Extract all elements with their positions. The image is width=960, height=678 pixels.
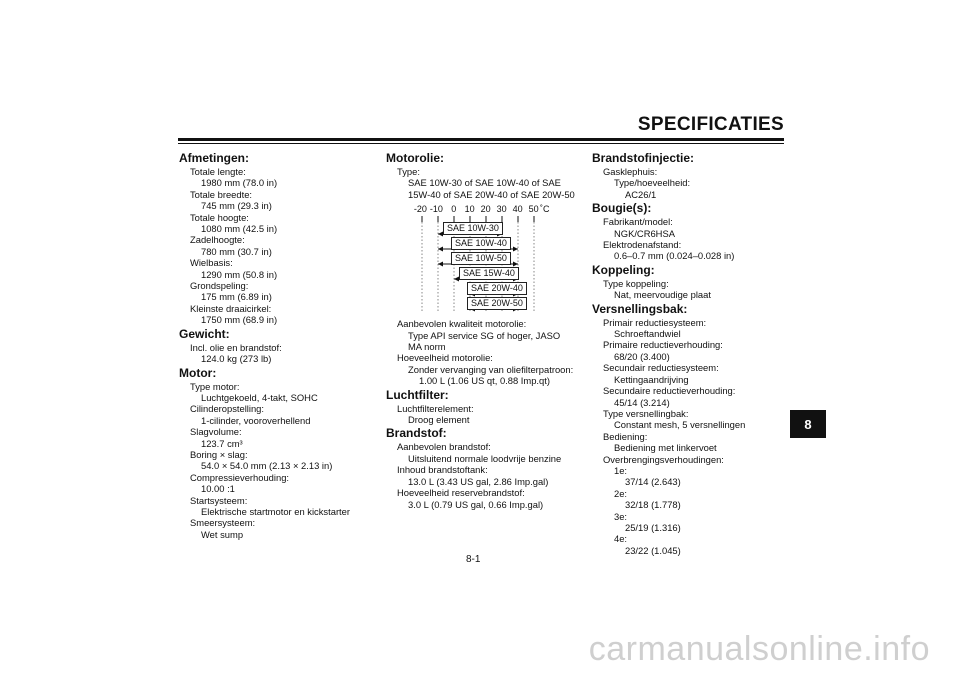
spec-item: [179, 472, 369, 495]
spec-value: Droog element: [408, 414, 470, 426]
spec-label: Wielbasis:: [190, 257, 233, 269]
spec-label: Aanbevolen kwaliteit motorolie:: [397, 318, 527, 330]
temp-tick-label: 20: [480, 204, 491, 215]
gear-item: [592, 533, 792, 556]
spec-item: [179, 342, 369, 365]
spec-item: [592, 408, 792, 431]
gear-item: [592, 488, 792, 511]
spec-item: [592, 317, 792, 340]
gear-value: 25/19 (1.316): [625, 521, 681, 533]
spec-value: 1-cilinder, vooroverhellend: [201, 414, 311, 426]
oil-grade-label: SAE 20W-40: [467, 282, 527, 295]
section-heading-versnellingsbak: Versnellingsbak:: [592, 301, 688, 316]
spec-item: [179, 403, 369, 426]
spec-label: Zadelhoogte:: [190, 234, 245, 246]
watermark-text: carmanualsonline.info: [588, 630, 930, 668]
section-heading-brandstof: Brandstof:: [386, 426, 447, 441]
spec-value: Type API service SG of hoger, JASO MA norm: [408, 329, 561, 353]
spec-value: 1980 mm (78.0 in): [201, 177, 278, 189]
spec-value: SAE 10W-30 of SAE 10W-40 of SAE 15W-40 of SAE 20W-40 of SAE 20W-50: [408, 177, 575, 200]
temp-tick-label: 10: [464, 204, 475, 215]
temp-unit-label: ˚C: [540, 204, 550, 215]
spec-value: Constant mesh, 5 versnellingen: [614, 419, 746, 431]
spec-item: [179, 212, 369, 235]
spec-label: Startsysteem:: [190, 494, 248, 506]
spec-value: 0.6–0.7 mm (0.024–0.028 in): [614, 250, 735, 262]
spec-value: 745 mm (29.3 in): [201, 200, 272, 212]
spec-item: [179, 517, 369, 540]
header-rule-thick: [178, 138, 784, 141]
spec-label: Grondspeling:: [190, 280, 249, 292]
spec-label: Secundaire reductieverhouding:: [603, 385, 736, 397]
column-3: [592, 150, 792, 556]
spec-label: Aanbevolen brandstof:: [397, 441, 491, 453]
grade-range-arrow: [513, 262, 518, 267]
spec-label: Totale breedte:: [190, 188, 253, 200]
spec-label: Kleinste draaicirkel:: [190, 302, 272, 314]
section-heading-gewicht: Gewicht:: [179, 326, 230, 341]
spec-value: 45/14 (3.214): [614, 396, 670, 408]
oil-grade-label: SAE 10W-50: [451, 252, 511, 265]
spec-value: 175 mm (6.89 in): [201, 291, 272, 303]
spec-label: Inhoud brandstoftank:: [397, 464, 488, 476]
spec-value: 780 mm (30.7 in): [201, 245, 272, 257]
spec-label: Cilinderopstelling:: [190, 403, 264, 415]
spec-item: [592, 216, 792, 239]
temp-tick-label: 30: [496, 204, 507, 215]
spec-item: [592, 362, 792, 385]
spec-item: [592, 339, 792, 362]
spec-item: [179, 189, 369, 212]
page-title: SPECIFICATIES: [637, 114, 784, 135]
spec-value: 10.00 :1: [201, 483, 235, 495]
section-heading-brandstofinjectie: Brandstofinjectie:: [592, 151, 695, 165]
spec-label: Primair reductiesysteem:: [603, 316, 707, 328]
page-number: 8-1: [466, 554, 481, 565]
temp-tick-label: 0: [451, 204, 457, 215]
spec-value: AC26/1: [625, 188, 657, 200]
spec-item: [179, 257, 369, 280]
spec-item: [592, 239, 792, 262]
gear-label: 1e:: [614, 464, 628, 476]
spec-label: Totale lengte:: [190, 166, 246, 177]
gear-value: 23/22 (1.045): [625, 544, 681, 556]
spec-value: 1290 mm (50.8 in): [201, 268, 278, 280]
grade-range-arrow: [438, 262, 443, 267]
spec-value: Luchtgekoeld, 4-takt, SOHC: [201, 391, 318, 403]
oil-grade-label: SAE 20W-50: [467, 297, 527, 310]
header-rule-thin: [178, 143, 784, 144]
spec-value: 124.0 kg (273 lb): [201, 353, 272, 365]
spec-item: [179, 234, 369, 257]
spec-label: Type:: [397, 166, 420, 177]
spec-label: Gasklephuis:: [603, 166, 658, 177]
spec-label: Overbrengingsverhoudingen:: [603, 453, 724, 465]
spec-item: [179, 495, 369, 518]
spec-label: Luchtfilterelement:: [397, 402, 474, 414]
temp-tick-label: 40: [512, 204, 523, 215]
spec-label: Slagvolume:: [190, 426, 242, 438]
spec-value: 1.00 L (1.06 US qt, 0.88 Imp.qt): [419, 375, 550, 387]
gear-value: 37/14 (2.643): [625, 476, 681, 488]
section-heading-luchtfilter: Luchtfilter:: [386, 387, 449, 402]
spec-item: [592, 385, 792, 408]
spec-value: Elektrische startmotor en kickstarter: [201, 505, 351, 517]
spec-value: Schroeftandwiel: [614, 328, 681, 340]
spec-label: Boring × slag:: [190, 448, 248, 460]
spec-item: [179, 166, 369, 189]
column-2: [386, 150, 586, 510]
temp-tick-label: -20: [413, 204, 427, 215]
spec-value: 54.0 × 54.0 mm (2.13 × 2.13 in): [201, 460, 333, 472]
spec-item: [179, 426, 369, 449]
spec-label: Bediening:: [603, 430, 648, 442]
spec-label: Totale hoogte:: [190, 211, 249, 223]
spec-label: Smeersysteem:: [190, 517, 256, 529]
spec-label: Type koppeling:: [603, 277, 669, 289]
spec-item: [179, 280, 369, 303]
spec-value: 1750 mm (68.9 in): [201, 314, 278, 326]
chapter-tab: 8: [790, 410, 826, 438]
spec-label: Incl. olie en brandstof:: [190, 341, 282, 353]
column-1: [179, 150, 369, 540]
spec-item: [592, 431, 792, 454]
spec-item: [592, 278, 792, 301]
spec-sublabel: Type/hoeveelheid:: [614, 177, 691, 189]
spec-value: NGK/CR6HSA: [614, 227, 675, 239]
spec-label: Secundair reductiesysteem:: [603, 362, 719, 374]
spec-label: Elektrodenafstand:: [603, 239, 682, 251]
oil-temperature-diagram: [386, 204, 586, 316]
gear-label: 4e:: [614, 533, 628, 545]
spec-sublabel: Zonder vervanging van oliefilterpatroon:: [408, 363, 574, 375]
gear-value: 32/18 (1.778): [625, 499, 681, 511]
oil-grade-label: SAE 10W-40: [451, 237, 511, 250]
spec-item: [386, 441, 586, 464]
spec-label: Fabrikant/model:: [603, 216, 673, 228]
spec-item: [179, 381, 369, 404]
spec-value: Uitsluitend normale loodvrije benzine: [408, 452, 562, 464]
grade-range-arrow: [438, 247, 443, 252]
spec-label: Compressieverhouding:: [190, 471, 290, 483]
spec-value: Nat, meervoudige plaat: [614, 289, 711, 301]
spec-value: 1080 mm (42.5 in): [201, 223, 278, 235]
spec-label: Hoeveelheid motorolie:: [397, 352, 493, 364]
spec-item: [179, 303, 369, 326]
spec-item: [179, 449, 369, 472]
oil-grade-label: SAE 15W-40: [459, 267, 519, 280]
spec-value: Wet sump: [201, 528, 244, 540]
spec-value: 123.7 cm³: [201, 437, 243, 449]
temp-tick-label: -10: [429, 204, 443, 215]
gear-label: 3e:: [614, 510, 628, 522]
section-heading-motorolie: Motorolie:: [386, 151, 444, 165]
section-heading-koppeling: Koppeling:: [592, 262, 655, 277]
spec-value: Bediening met linkervoet: [614, 442, 717, 454]
gear-label: 2e:: [614, 487, 628, 499]
spec-value: 13.0 L (3.43 US gal, 2.86 Imp.gal): [408, 475, 549, 487]
temp-tick-label: 50: [528, 204, 539, 215]
spec-label: Type versnellingbak:: [603, 407, 689, 419]
section-heading-motor: Motor:: [179, 365, 217, 380]
spec-item: [386, 487, 586, 510]
gear-item: [592, 465, 792, 488]
grade-range-arrow: [513, 247, 518, 252]
section-heading-afmetingen: Afmetingen:: [179, 151, 249, 165]
spec-value: Kettingaandrijving: [614, 373, 689, 385]
spec-label: Type motor:: [190, 380, 240, 392]
spec-label: Hoeveelheid reservebrandstof:: [397, 487, 525, 499]
spec-item: [386, 464, 586, 487]
gear-item: [592, 511, 792, 534]
spec-value: 3.0 L (0.79 US gal, 0.66 Imp.gal): [408, 498, 544, 510]
oil-grade-label: SAE 10W-30: [443, 222, 503, 235]
section-heading-bougie: Bougie(s):: [592, 201, 652, 216]
spec-value: 68/20 (3.400): [614, 350, 670, 362]
spec-label: Primaire reductieverhouding:: [603, 339, 723, 351]
